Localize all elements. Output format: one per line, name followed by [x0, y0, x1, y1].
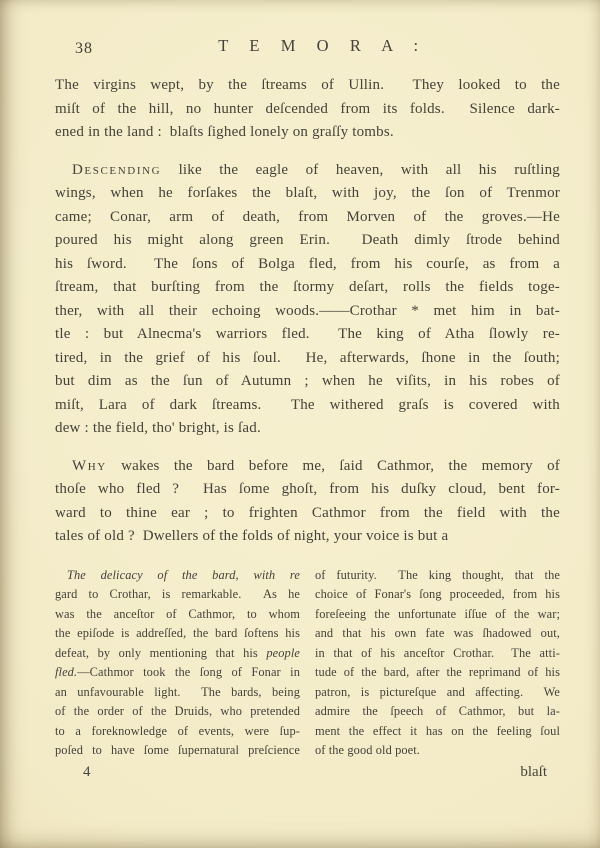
text-line: The virgins wept, by the ſtreams of Ullin. They looked to the [55, 77, 560, 93]
text-line: wings, when he forſakes the blaſt, with joy, the ſon of Trenmor [55, 185, 560, 201]
text-line: ward to thine ear ; to frighten Cathmor from the field with the [55, 504, 560, 521]
text-line: and that his own fate was ſhadowed out, [315, 626, 560, 640]
catchword: blaſt [520, 763, 547, 780]
text-line: miſt, Lara of dark ſtreams. The withered graſs is covered with [55, 396, 560, 413]
text-line: Descending like the eagle of heaven, with all his ruſtling [72, 161, 560, 178]
text-line: of the order of the Druids, who pretended [55, 704, 300, 718]
text-line: miſt of the hill, no hunter deſcended from its folds. Silence dark- [55, 100, 560, 117]
text-line: thoſe who fled ? Has ſome ghoſt, from his duſky cloud, bent for- [55, 481, 560, 497]
page-number: 38 [75, 40, 93, 57]
text-line: Why wakes the bard before me, ſaid Cathmor, the memory of [72, 457, 560, 474]
text-line: ment the effect it has on the feeling ſoul [315, 723, 560, 738]
paragraph [55, 455, 560, 549]
text-line: gard to Crothar, is remarkable. As he [55, 587, 300, 601]
text-line: in that of his anceſtor Crothar. The atti- [315, 645, 560, 660]
text-line: of futurity. The king thought, that the [315, 567, 560, 582]
text-line: of the good old poet. [315, 743, 420, 757]
text-line: defeat, by only mentioning that his people [55, 645, 300, 660]
text-line: poſed to have ſome ſupernatural preſcience [55, 743, 300, 757]
text-line: his ſword. The ſons of Bolga fled, from his courſe, as from a [55, 255, 560, 272]
text-line: poured his might along green Erin. Death dimly ſtrode behind [55, 232, 560, 248]
body-text [55, 74, 560, 549]
text-line: dew : the field, tho' bright, is ſad. [55, 420, 261, 436]
footnote [55, 566, 560, 761]
text-line: an unfavourable light. The bards, being [55, 684, 300, 699]
text-line: admire the ſpeech of Cathmor, but la- [315, 704, 560, 718]
text-line: tales of old ? Dwellers of the folds of night, your voice is but a [55, 528, 449, 544]
paragraph [55, 159, 560, 441]
page-title: T E M O R A : [218, 36, 427, 55]
footnote-left-column [55, 566, 300, 761]
text-line: tle : but Alnecma's warriors fled. The king of Atha ſlowly re- [55, 326, 560, 342]
text-line: ſtream, that burſting from the ſtormy deſart, rolls the fields toge- [55, 279, 560, 295]
text-line: tude of the bard, after the reprimand of his [315, 665, 560, 679]
text-line: choice of Fonar's ſong proceeded, from his [315, 587, 560, 601]
signature-mark: 4 [83, 763, 91, 780]
text-line: to a foreknowledge of events, were ſup- [55, 723, 300, 738]
text-line: ened in the land : blaſts ſighed lonely on graſſy tombs. [55, 124, 394, 140]
text-line: fled.—Cathmor took the ſong of Fonar in [55, 665, 300, 679]
text-line: foreſeeing the unfortunate iſſue of the war; [315, 606, 560, 621]
text-line: The delicacy of the bard, with re [67, 567, 300, 582]
text-line: ther, with all their echoing woods.——Crothar * met him in bat- [55, 302, 560, 319]
footnote-right-column [315, 566, 560, 761]
text-line: the epiſode is addreſſed, the bard ſoftens his [55, 626, 300, 640]
text-line: tired, in the grief of his ſoul. He, afterwards, ſhone in the ſouth; [55, 349, 560, 366]
text-line: came; Conar, arm of death, from Morven of the groves.—He [55, 208, 560, 225]
text-line: patron, is pictureſque and affecting. We [315, 684, 560, 699]
running-header [55, 36, 560, 62]
text-line: was the anceſtor of Cathmor, to whom [55, 606, 300, 621]
signature-row [55, 764, 560, 781]
paragraph [55, 74, 560, 145]
text-line: but dim as the ſun of Autumn ; when he viſits, in his robes of [55, 373, 560, 389]
